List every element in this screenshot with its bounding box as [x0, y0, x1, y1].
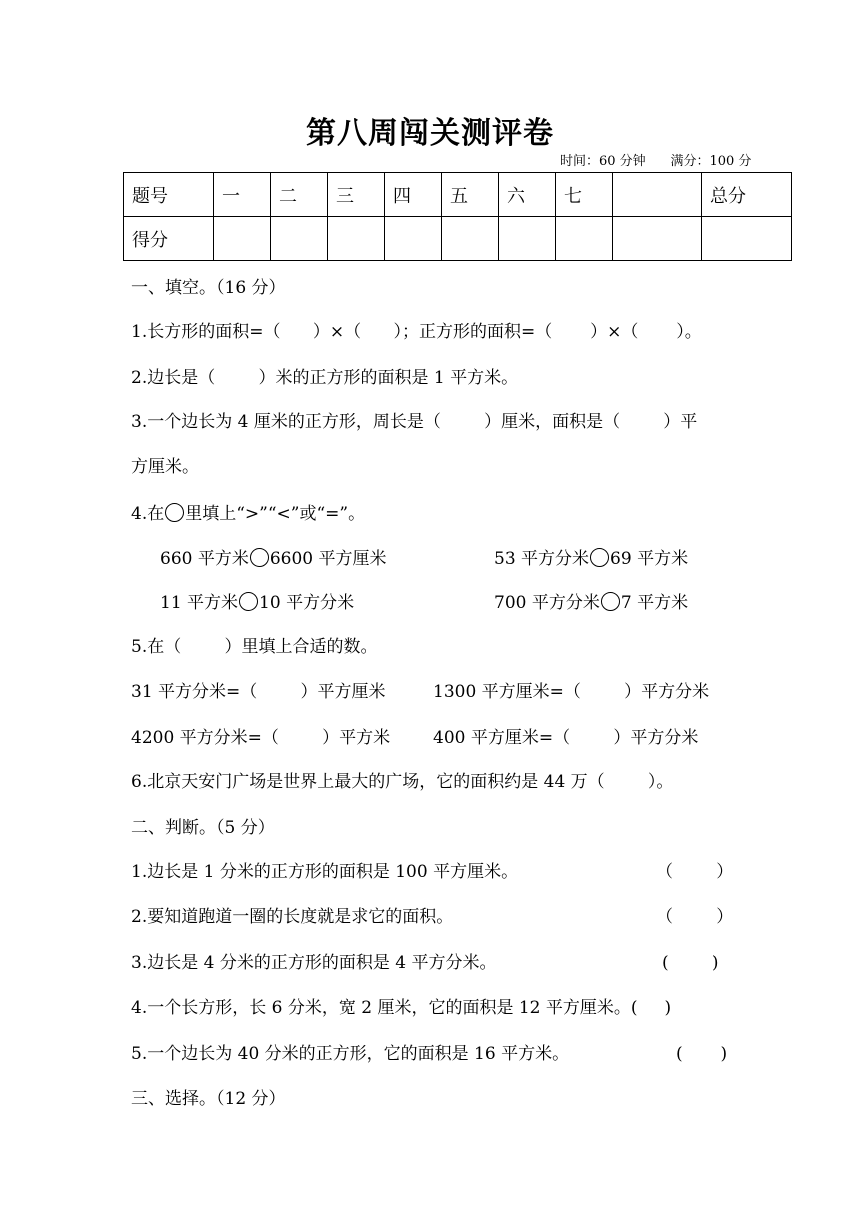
answer-paren: （ ）: [656, 907, 734, 927]
score-table: [123, 172, 792, 261]
header-cell: 总分: [702, 173, 792, 217]
header-cell: 题号: [124, 173, 214, 217]
compare-item: 11 平方米 10 平方分米: [160, 593, 355, 613]
circle-icon[interactable]: [590, 548, 609, 567]
circle-icon: [165, 503, 184, 522]
section-heading: 二、判断。（5 分）: [131, 818, 275, 838]
compare-item: 53 平方分米 69 平方米: [494, 549, 689, 569]
table-row: [124, 173, 792, 217]
answer-paren: （ ）: [656, 862, 734, 882]
time-limit: 时间：60 分钟: [560, 154, 646, 169]
circle-icon[interactable]: [601, 592, 620, 611]
score-cell[interactable]: [328, 217, 385, 261]
conversion-item: 4200 平方分米=（ ）平方米: [131, 728, 391, 748]
section-heading: 三、选择。（12 分）: [131, 1089, 286, 1109]
header-cell: [613, 173, 702, 217]
table-row: [124, 217, 792, 261]
header-cell: 三: [328, 173, 385, 217]
judge-item: 1.边长是 1 分米的正方形的面积是 100 平方厘米。: [131, 862, 519, 882]
question-text: 2.边长是（ ）米的正方形的面积是 1 平方米。: [131, 368, 519, 388]
header-cell: 四: [385, 173, 442, 217]
row-label: 得分: [124, 217, 214, 261]
question-text: 5.在（ ）里填上合适的数。: [131, 637, 378, 657]
score-cell[interactable]: [556, 217, 613, 261]
circle-icon[interactable]: [239, 592, 258, 611]
question-text: 4.在 里填上“>”“<”或“=”。: [131, 504, 366, 524]
conversion-item: 31 平方分米=（ ）平方厘米: [131, 682, 386, 702]
question-text: 3.一个边长为 4 厘米的正方形，周长是（ ）厘米，面积是（ ）平: [131, 412, 698, 432]
judge-item: 4.一个长方形，长 6 分米，宽 2 厘米，它的面积是 12 平方厘米。( ): [131, 998, 672, 1018]
conversion-item: 400 平方厘米=（ ）平方分米: [433, 728, 699, 748]
question-text: 6.北京天安门广场是世界上最大的广场，它的面积约是 44 万（ ）。: [131, 772, 674, 792]
full-score: 满分：100 分: [670, 154, 752, 169]
score-cell[interactable]: [613, 217, 702, 261]
compare-item: 660 平方米 6600 平方厘米: [160, 549, 387, 569]
header-cell: 五: [442, 173, 499, 217]
judge-item: 5.一个边长为 40 分米的正方形，它的面积是 16 平方米。: [131, 1044, 570, 1064]
section-heading: 一、填空。（16 分）: [131, 278, 286, 298]
header-cell: 二: [271, 173, 328, 217]
score-cell[interactable]: [271, 217, 328, 261]
answer-paren: ( ): [676, 1044, 728, 1064]
score-cell[interactable]: [214, 217, 271, 261]
compare-item: 700 平方分米 7 平方米: [494, 593, 689, 613]
score-cell[interactable]: [385, 217, 442, 261]
judge-item: 2.要知道跑道一圈的长度就是求它的面积。: [131, 907, 454, 927]
conversion-item: 1300 平方厘米=（ ）平方分米: [433, 682, 710, 702]
score-cell[interactable]: [702, 217, 792, 261]
question-text: 1.长方形的面积=（ ）×（ ）；正方形的面积=（ ）×（ ）。: [131, 322, 702, 342]
circle-icon[interactable]: [250, 548, 269, 567]
answer-paren: ( ): [630, 998, 672, 1018]
score-cell[interactable]: [499, 217, 556, 261]
answer-paren: ( ): [662, 953, 719, 973]
header-cell: 一: [214, 173, 271, 217]
score-cell[interactable]: [442, 217, 499, 261]
header-cell: 六: [499, 173, 556, 217]
question-text: 方厘米。: [131, 457, 199, 477]
header-cell: 七: [556, 173, 613, 217]
page-title: 第八周闯关测评卷: [306, 116, 554, 151]
exam-meta: [560, 150, 790, 169]
judge-item: 3.边长是 4 分米的正方形的面积是 4 平方分米。: [131, 953, 497, 973]
